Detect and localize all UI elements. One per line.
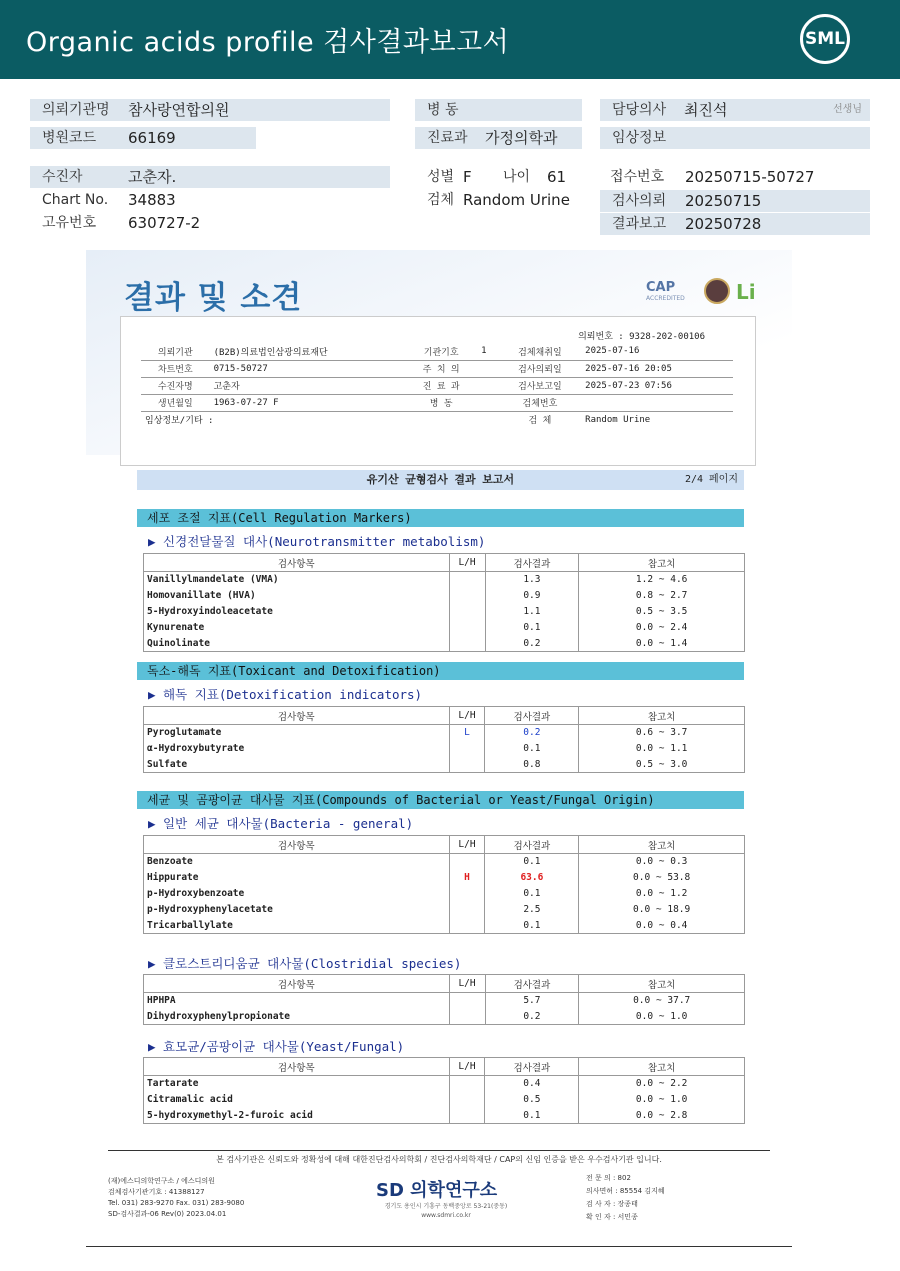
specimen-label: 검체 bbox=[427, 192, 455, 208]
column-header: 참고치 bbox=[579, 975, 745, 993]
report-date-label: 결과보고 bbox=[612, 216, 667, 232]
cell-lh bbox=[449, 1076, 485, 1092]
section-detox: 독소-해독 지표(Toxicant and Detoxification) bbox=[137, 662, 744, 680]
cell-lh bbox=[449, 854, 485, 870]
table-row bbox=[144, 620, 745, 636]
table-header-row bbox=[144, 975, 745, 993]
receipt-label: 접수번호 bbox=[610, 169, 665, 185]
cell-name: Hippurate bbox=[144, 870, 450, 886]
bottom-divider bbox=[86, 1246, 792, 1247]
age-value: 61 bbox=[547, 168, 567, 186]
cell-result: 5.7 bbox=[485, 993, 579, 1009]
cell-name: p-Hydroxybenzoate bbox=[144, 886, 450, 902]
sex-value: F bbox=[463, 168, 472, 186]
patient-info-cell: 생년월일 bbox=[141, 394, 210, 411]
dept-value: 가정의학과 bbox=[485, 129, 558, 147]
cell-lh bbox=[449, 902, 485, 918]
column-header: 검사항목 bbox=[144, 975, 450, 993]
clinical-row bbox=[600, 127, 870, 149]
cell-lh bbox=[449, 572, 485, 588]
cell-name: Homovanillate (HVA) bbox=[144, 588, 450, 604]
specimen-row bbox=[427, 189, 597, 211]
cell-lh: H bbox=[449, 870, 485, 886]
cell-name: Kynurenate bbox=[144, 620, 450, 636]
table-row bbox=[144, 1108, 745, 1124]
patient-info-cell: 고춘자 bbox=[210, 377, 406, 394]
cell-ref: 0.6 ~ 3.7 bbox=[579, 725, 745, 741]
table-row bbox=[144, 886, 745, 902]
patient-info-cell: 수진자명 bbox=[141, 377, 210, 394]
column-header: 검사결과 bbox=[485, 1058, 579, 1076]
column-header: 검사항목 bbox=[144, 1058, 450, 1076]
patient-info-cell: 2025-07-16 20:05 bbox=[581, 360, 733, 377]
patient-info-cell: 검체채취일 bbox=[499, 343, 582, 360]
table-yeast-fungal bbox=[143, 1057, 745, 1124]
cell-result: 1.3 bbox=[485, 572, 579, 588]
patient-row bbox=[30, 166, 390, 188]
subsection-detox-indicators: ▶ 해독 지표(Detoxification indicators) bbox=[148, 687, 423, 702]
cell-name: 5-hydroxymethyl-2-furoic acid bbox=[144, 1108, 450, 1124]
subsection-neurotransmitter: ▶ 신경전달물질 대사(Neurotransmitter metabolism) bbox=[148, 534, 486, 549]
cell-ref: 0.0 ~ 0.4 bbox=[579, 918, 745, 934]
cell-name: p-Hydroxyphenylacetate bbox=[144, 902, 450, 918]
cell-lh bbox=[449, 918, 485, 934]
column-header: 검사결과 bbox=[485, 707, 579, 725]
patient-info-cell: 0715-50727 bbox=[210, 360, 406, 377]
sex-label: 성별 bbox=[427, 169, 455, 185]
seal-icon bbox=[704, 278, 730, 304]
sml-logo: SML bbox=[800, 14, 850, 64]
clinical-info-cell: 임상정보/기타 : bbox=[145, 416, 214, 427]
li-logo: Li bbox=[736, 280, 756, 304]
cell-ref: 0.0 ~ 1.4 bbox=[579, 636, 745, 652]
cell-lh bbox=[449, 1092, 485, 1108]
column-header: 참고치 bbox=[579, 836, 745, 854]
cell-name: HPHPA bbox=[144, 993, 450, 1009]
column-header: 참고치 bbox=[579, 707, 745, 725]
request-label: 검사의뢰 bbox=[612, 193, 667, 209]
table-clostridial bbox=[143, 974, 745, 1025]
patient-info-cell: 2025-07-16 bbox=[581, 343, 733, 360]
subsection-clostridial: ▶ 클로스트리디움균 대사물(Clostridial species) bbox=[148, 956, 462, 971]
column-header: 검사결과 bbox=[485, 975, 579, 993]
cell-result: 0.2 bbox=[485, 725, 579, 741]
hospital-code-value: 66169 bbox=[128, 129, 176, 147]
patient-info-cell: 1 bbox=[477, 343, 499, 360]
doctor-value: 최진석 bbox=[684, 101, 728, 119]
cell-name: Pyroglutamate bbox=[144, 725, 450, 741]
report-date-row bbox=[600, 213, 870, 235]
footer-divider bbox=[108, 1150, 770, 1151]
cell-lh bbox=[449, 993, 485, 1009]
sd-lab-logo: SD 의학연구소 bbox=[376, 1180, 498, 1201]
report-date-value: 20250728 bbox=[685, 215, 762, 233]
cell-ref: 0.5 ~ 3.5 bbox=[579, 604, 745, 620]
patient-info-cell: 기관기호 bbox=[405, 343, 477, 360]
cell-ref: 0.0 ~ 1.0 bbox=[579, 1009, 745, 1025]
table-row bbox=[144, 1076, 745, 1092]
doctor-suffix: 선생님 bbox=[833, 104, 862, 115]
cell-ref: 0.5 ~ 3.0 bbox=[579, 757, 745, 773]
unique-no-row bbox=[42, 212, 382, 234]
report-heading: 결과 및 소견 bbox=[124, 280, 303, 316]
patient-info-cell: 검사의뢰일 bbox=[499, 360, 582, 377]
chart-no-label: Chart No. bbox=[42, 192, 109, 208]
hospital-code-label: 병원코드 bbox=[42, 130, 97, 146]
cell-name: Benzoate bbox=[144, 854, 450, 870]
table-row bbox=[144, 918, 745, 934]
patient-info-cell: 1963-07-27 F bbox=[210, 394, 406, 411]
cell-result: 0.1 bbox=[485, 886, 579, 902]
cell-result: 2.5 bbox=[485, 902, 579, 918]
receipt-value: 20250715-50727 bbox=[685, 168, 815, 186]
cell-result: 0.1 bbox=[485, 620, 579, 636]
report-title-bar bbox=[137, 470, 744, 490]
patient-info-cell: 2025-07-23 07:56 bbox=[581, 377, 733, 394]
column-header: 참고치 bbox=[579, 554, 745, 572]
cell-name: Quinolinate bbox=[144, 636, 450, 652]
receipt-row bbox=[610, 166, 870, 188]
cell-name: Tricarballylate bbox=[144, 918, 450, 934]
column-header: 검사항목 bbox=[144, 707, 450, 725]
cell-result: 0.9 bbox=[485, 588, 579, 604]
hospital-code-row bbox=[30, 127, 256, 149]
sd-lab-address: 경기도 용인시 기흥구 동백중앙로 53-21(중동) www.sdmri.co.kr bbox=[384, 1203, 508, 1219]
column-header: 참고치 bbox=[579, 1058, 745, 1076]
patient-info-row bbox=[141, 377, 733, 394]
patient-info-cell: 주 치 의 bbox=[405, 360, 477, 377]
patient-info-cell bbox=[581, 394, 733, 411]
chart-no-value: 34883 bbox=[128, 191, 176, 209]
section-bacterial-fungal: 세균 및 곰팡이균 대사물 지표(Compounds of Bacterial or Yeast/Fungal Origin) bbox=[137, 791, 744, 809]
section-cell-regulation: 세포 조절 지표(Cell Regulation Markers) bbox=[137, 509, 744, 527]
column-header: L/H bbox=[449, 707, 485, 725]
cell-ref: 0.0 ~ 53.8 bbox=[579, 870, 745, 886]
patient-info-cell: 검체번호 bbox=[499, 394, 582, 411]
patient-info-cell bbox=[477, 394, 499, 411]
cell-ref: 0.0 ~ 37.7 bbox=[579, 993, 745, 1009]
request-value: 20250715 bbox=[685, 192, 762, 210]
cell-name: Tartarate bbox=[144, 1076, 450, 1092]
cell-lh bbox=[449, 886, 485, 902]
patient-info-row bbox=[141, 343, 733, 360]
cell-result: 0.1 bbox=[485, 918, 579, 934]
specimen-value: Random Urine bbox=[463, 191, 570, 209]
table-header-row bbox=[144, 836, 745, 854]
ward-row bbox=[415, 99, 582, 121]
table-header-row bbox=[144, 554, 745, 572]
request-number: 의뢰번호 : 9328-202-00106 bbox=[578, 332, 705, 342]
table-row bbox=[144, 636, 745, 652]
age-label: 나이 bbox=[503, 169, 531, 185]
doctor-label: 담당의사 bbox=[612, 102, 667, 118]
column-header: 검사결과 bbox=[485, 554, 579, 572]
cell-ref: 0.0 ~ 18.9 bbox=[579, 902, 745, 918]
patient-info-cell: 의뢰기관 bbox=[141, 343, 210, 360]
dept-row bbox=[415, 127, 582, 149]
cell-result: 0.1 bbox=[485, 741, 579, 757]
column-header: L/H bbox=[449, 975, 485, 993]
patient-info-box bbox=[120, 316, 756, 466]
cell-name: Citramalic acid bbox=[144, 1092, 450, 1108]
report-document bbox=[86, 250, 792, 1250]
chart-no-row bbox=[42, 189, 382, 211]
cell-ref: 0.0 ~ 0.3 bbox=[579, 854, 745, 870]
table-row bbox=[144, 854, 745, 870]
table-row bbox=[144, 572, 745, 588]
cell-ref: 0.0 ~ 1.0 bbox=[579, 1092, 745, 1108]
cell-ref: 0.8 ~ 2.7 bbox=[579, 588, 745, 604]
page-title: Organic acids profile 검사결과보고서 bbox=[26, 27, 510, 58]
cell-result: 0.5 bbox=[485, 1092, 579, 1108]
patient-info-row bbox=[141, 394, 733, 411]
cell-name: α-Hydroxybutyrate bbox=[144, 741, 450, 757]
cell-lh bbox=[449, 757, 485, 773]
column-header: 검사항목 bbox=[144, 836, 450, 854]
cell-lh bbox=[449, 1108, 485, 1124]
table-row bbox=[144, 993, 745, 1009]
cell-result: 0.4 bbox=[485, 1076, 579, 1092]
specimen-key-cell: 검 체 bbox=[528, 416, 552, 427]
table-row bbox=[144, 1092, 745, 1108]
cell-name: Vanillylmandelate (VMA) bbox=[144, 572, 450, 588]
table-header-row bbox=[144, 707, 745, 725]
header-bar bbox=[0, 0, 900, 79]
institution-value: 참사랑연합의원 bbox=[128, 101, 230, 119]
table-detox bbox=[143, 706, 745, 773]
cell-ref: 0.0 ~ 2.4 bbox=[579, 620, 745, 636]
cap-logo: CAP ACCREDITED bbox=[646, 280, 685, 302]
cell-name: 5-Hydroxyindoleacetate bbox=[144, 604, 450, 620]
report-title: 유기산 균형검사 결과 보고서 bbox=[366, 473, 515, 486]
cell-lh bbox=[449, 741, 485, 757]
lab-contact-info: (재)에스디의학연구소 / 에스디의원 검체검사기관기호 : 41388127 Tel. 031) 283-9270 Fax. 031) 283-9080 SD-검사결과-06 Rev(0) 2023.04.01 bbox=[108, 1177, 245, 1218]
cell-result: 0.2 bbox=[485, 1009, 579, 1025]
cell-lh bbox=[449, 604, 485, 620]
subsection-yeast-fungal: ▶ 효모균/곰팡이균 대사물(Yeast/Fungal) bbox=[148, 1039, 405, 1054]
column-header: 검사결과 bbox=[485, 836, 579, 854]
page-indicator: 2/4 페이지 bbox=[684, 474, 738, 485]
ward-label: 병 동 bbox=[427, 102, 459, 118]
cell-ref: 0.0 ~ 1.1 bbox=[579, 741, 745, 757]
cell-result: 0.1 bbox=[485, 854, 579, 870]
table-row bbox=[144, 604, 745, 620]
patient-info-cell: 차트번호 bbox=[141, 360, 210, 377]
patient-info-cell bbox=[477, 360, 499, 377]
cell-result: 0.1 bbox=[485, 1108, 579, 1124]
cell-lh bbox=[449, 620, 485, 636]
patient-info-cell: 병 동 bbox=[405, 394, 477, 411]
column-header: L/H bbox=[449, 836, 485, 854]
patient-info-cell bbox=[477, 377, 499, 394]
cell-lh bbox=[449, 588, 485, 604]
cell-ref: 0.0 ~ 2.2 bbox=[579, 1076, 745, 1092]
patient-value: 고춘자. bbox=[128, 168, 177, 186]
signatures: 전 문 의 : 802 의사면허 : 85554 김지혜 검 사 자 : 장종태 확 인 자 : 서민종 bbox=[586, 1174, 665, 1221]
sex-age-row bbox=[427, 166, 587, 188]
patient-label: 수진자 bbox=[42, 169, 83, 185]
table-row bbox=[144, 725, 745, 741]
patient-info-table bbox=[141, 343, 733, 428]
table-row bbox=[144, 870, 745, 886]
cell-result: 1.1 bbox=[485, 604, 579, 620]
patient-info-cell: 검사보고일 bbox=[499, 377, 582, 394]
request-row bbox=[600, 190, 870, 212]
column-header: L/H bbox=[449, 554, 485, 572]
column-header: 검사항목 bbox=[144, 554, 450, 572]
table-row bbox=[144, 1009, 745, 1025]
accreditation-note: 본 검사기관은 신뢰도와 정확성에 대해 대한진단검사의학회 / 진단검사의학재단 / CAP의 신임 인증을 받은 우수검사기관 입니다. bbox=[216, 1155, 662, 1164]
doctor-row bbox=[600, 99, 870, 121]
patient-info-cell: (B2B)의료법인삼광의료재단 bbox=[210, 343, 406, 360]
unique-no-label: 고유번호 bbox=[42, 215, 97, 231]
institution-row bbox=[30, 99, 390, 121]
table-row bbox=[144, 757, 745, 773]
patient-info-row bbox=[141, 411, 733, 428]
patient-info-row bbox=[141, 360, 733, 377]
cell-name: Dihydroxyphenylpropionate bbox=[144, 1009, 450, 1025]
column-header: L/H bbox=[449, 1058, 485, 1076]
institution-label: 의뢰기관명 bbox=[42, 102, 110, 118]
table-row bbox=[144, 902, 745, 918]
dept-label: 진료과 bbox=[427, 130, 468, 146]
cell-name: Sulfate bbox=[144, 757, 450, 773]
table-row bbox=[144, 588, 745, 604]
cell-lh: L bbox=[449, 725, 485, 741]
cell-ref: 0.0 ~ 1.2 bbox=[579, 886, 745, 902]
cell-result: 0.2 bbox=[485, 636, 579, 652]
table-neurotransmitter bbox=[143, 553, 745, 652]
clinical-label: 임상정보 bbox=[612, 130, 667, 146]
cell-ref: 0.0 ~ 2.8 bbox=[579, 1108, 745, 1124]
table-header-row bbox=[144, 1058, 745, 1076]
cell-ref: 1.2 ~ 4.6 bbox=[579, 572, 745, 588]
specimen-value-cell: Random Urine bbox=[585, 414, 651, 425]
cell-lh bbox=[449, 1009, 485, 1025]
table-bacteria-general bbox=[143, 835, 745, 934]
subsection-bacteria-general: ▶ 일반 세균 대사물(Bacteria - general) bbox=[148, 816, 414, 831]
cell-result: 63.6 bbox=[485, 870, 579, 886]
patient-info-cell: 진 료 과 bbox=[405, 377, 477, 394]
table-row bbox=[144, 741, 745, 757]
unique-no-value: 630727-2 bbox=[128, 214, 201, 232]
cell-result: 0.8 bbox=[485, 757, 579, 773]
cell-lh bbox=[449, 636, 485, 652]
